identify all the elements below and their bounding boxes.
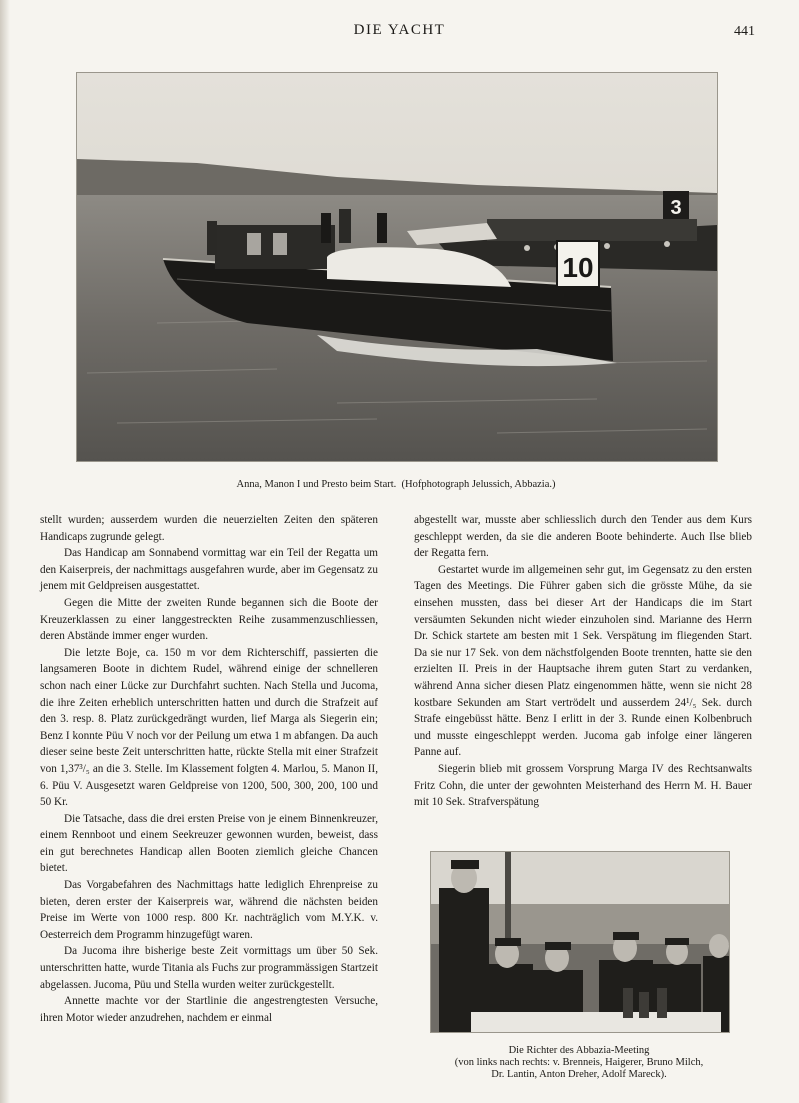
paragraph: Gestartet wurde im allgemeinen sehr gut, im Gegensatz zu den ersten Tagen des Meetings. Die Führer gaben sich die grösste Mühe, da sie einsehen mussten, dass bei dieser Art der Handicaps die im Start versäumten Sekunden nicht wieder einzuholen sind. Marianne des Herrn Dr. Schick startete am besten mit 1 Sek. Verspätung im fliegenden Start. Da sie nur 17 Sek. von dem nächstfolgenden Boote trennten, hatte sie den erzielten II. Preis in der Hauptsache ihrem guten Start zu verdanken, während Anna sicher diesen Platz eingenommen hätte, wenn sie nicht 28 kostbare Sekunden am Start vertrödelt und ausserdem 24¹/₅ Sek. durch Strafe eingebüsst hätte. Benz I erlitt in der 3. Runde einen Kolbenbruch und musste eingeschleppt werden. Jucoma gab infolge einer längeren Panne auf. [414,563,752,759]
photo-caption-top [76,479,716,490]
article-column-right [414,512,752,811]
running-header-title: DIE YACHT [353,22,446,38]
paragraph: Die Tatsache, dass die drei ersten Preise von je einem Binnenkreuzer, einem Rennboot und einem Seekreuzer gewonnen wurden, beweist, dass ein gut berechnetes Handicap allen Booten ziemlich gleiche Chancen bietet. [40,812,378,875]
paragraph: Gegen die Mitte der zweiten Runde begannen sich die Boote der Kreuzerklassen zu einer langgestreckten Reihe zusammenzuschliessen, deren Abstände immer enger wurden. [40,596,378,643]
page-number: 441 [734,24,755,39]
photo-caption-judges [400,1045,758,1081]
caption-line: Dr. Lantin, Anton Dreher, Adolf Mareck). [491,1069,667,1080]
paragraph: abgestellt war, musste aber schliesslich durch den Tender aus dem Kurs geschleppt werden, da sie die anderen Boote behinderte. Auch Ilse blieb der Regatta fern. [414,514,752,560]
paragraph: Die letzte Boje, ca. 150 m vor dem Richterschiff, passierten die langsameren Boote in dichtem Rudel, während einige der schnelleren schon nach einer Lücke zur Durchfahrt suchten. Nach Stella und Jucoma, die ihre Zeiten erheblich unterschritten hatten und durch die Strafzeit auf den 3. resp. 8. Platz zurückgedrängt wurden, lief Marga als Siegerin ein; Benz I konnte Püu V noch vor der Peilung um etwa 1 m abfangen. Da auch dieser seine beste Zeit unterschritten hatte, rückte Stella mit einer Strafzeit von 1,37³/₅ an die 3. Stelle. Im Klassement folgten 4. Marlou, 5. Manon II, 6. Püu V. Ausgesetzt waren Geldpreise von 1200, 500, 300, 200, 100 und 50 Kr. [40,646,378,809]
paragraph: Das Handicap am Sonnabend vormittag war ein Teil der Regatta um den Kaiserpreis, der nachmittags ausgefahren wurde, aber im Gegensatz zu jenem mit Geldpreisen ausgestattet. [40,547,378,593]
paragraph: Siegerin blieb mit grossem Vorsprung Marga IV des Rechtsanwalts Fritz Cohn, die unter der gewohnten Meisterhand des Herrn M. H. Bauer mit 10 Sek. Strafverspätung [414,762,752,809]
caption-line: (von links nach rechts: v. Brenneis, Haigerer, Bruno Milch, [454,1057,704,1068]
paragraph: Da Jucoma ihre bisherige beste Zeit vormittags um über 50 Sek. unterschritten hatte, wurde Titania als Fuchs zur programmässigen Startzeit abgelassen. Jucoma, Püu und Stella wurden weiter zurückgestellt. [40,945,378,991]
boats-illustration [77,73,717,461]
paragraph: Das Vorgabefahren des Nachmittags hatte lediglich Ehrenpreise zu bieten, deren erster der Kaiserpreis war, während die nächsten beiden Preise im Werte von 1000 resp. 800 Kr. nachträglich vom M.Y.K. v. Oesterreich dem Programm hinzugefügt waren. [40,879,378,941]
sail-number-3: 3 [670,197,682,219]
caption-credit: (Hofphotograph Jelussich, Abbazia.) [401,479,556,490]
page-binding-edge [0,0,10,1103]
paragraph: stellt wurden; ausserdem wurden die neuerzielten Zeiten den späteren Handicaps zugrunde gelegt. [40,514,378,543]
sail-number-10: 10 [562,252,594,283]
article-column-left [40,512,378,1026]
photo-judges [430,851,730,1033]
paragraph: Annette machte vor der Startlinie die angestrengtesten Versuche, ihren Motor wieder anzudrehen, nachdem er einmal [40,995,378,1024]
judges-illustration [431,852,729,1032]
photo-boats-at-start [76,72,718,462]
caption-line: Die Richter des Abbazia-Meeting [508,1045,650,1056]
caption-text: Anna, Manon I und Presto beim Start. [236,479,397,490]
